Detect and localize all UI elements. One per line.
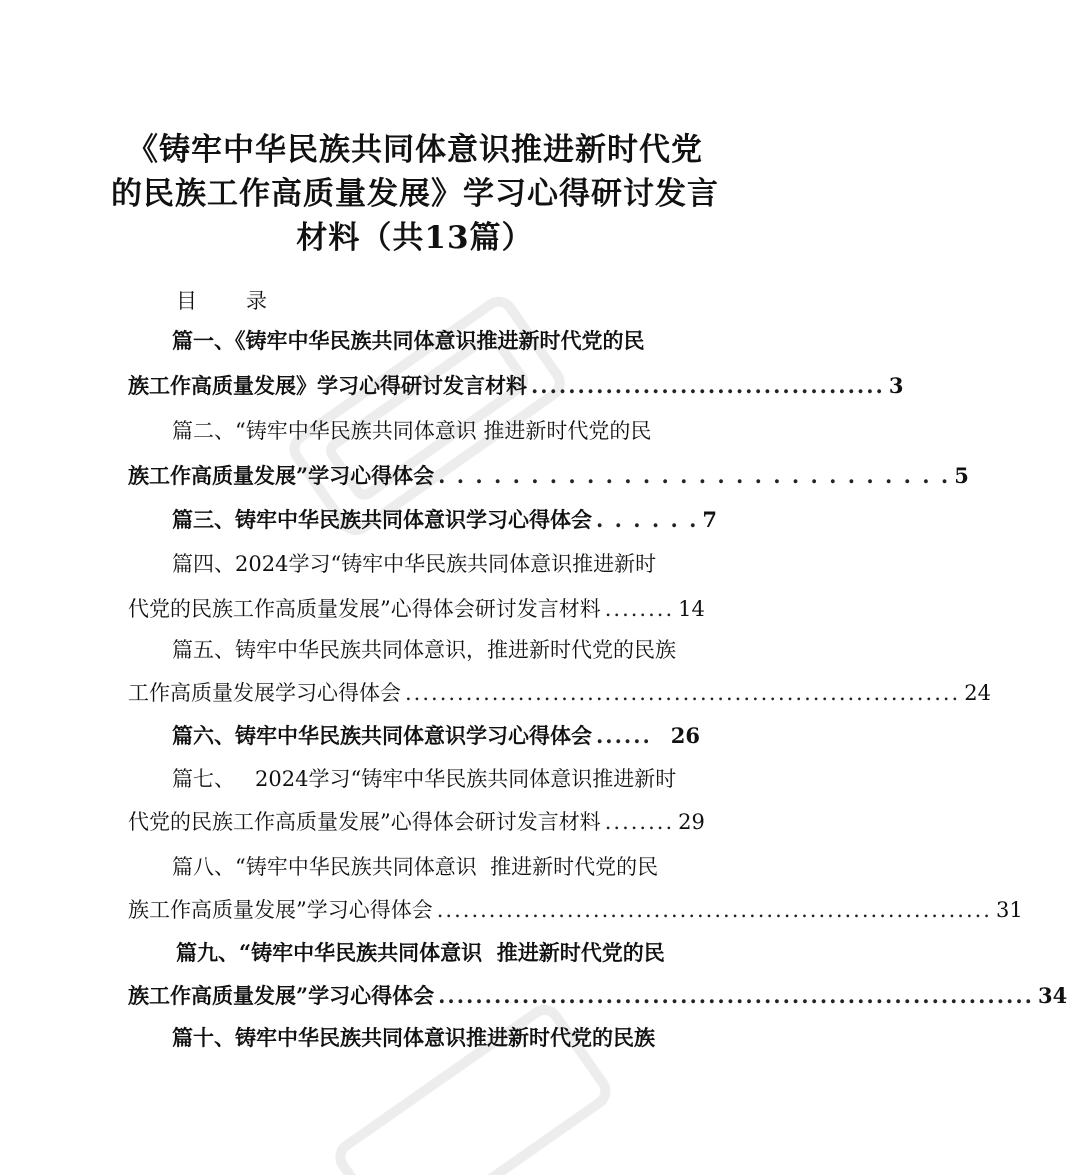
toc-entry-1-line-2[interactable]: [128, 369, 904, 403]
toc-entry-3[interactable]: [172, 503, 718, 537]
toc-entry-2-line-1: 篇二、“铸牢中华民族共同体意识 推进新时代党的民: [172, 419, 652, 443]
document-title: [110, 128, 720, 260]
toc-entry-text: 族工作高质量发展”学习心得体会: [128, 983, 435, 1008]
toc-entry-7-line-1: 篇七、 2024学习“铸牢中华民族共同体意识推进新时: [172, 767, 677, 791]
toc-entry-10-line-1: 篇十、铸牢中华民族共同体意识推进新时代党的民族: [172, 1025, 655, 1050]
page-number: 29: [678, 810, 705, 834]
toc-entry-9-line-2[interactable]: [128, 979, 1067, 1013]
dot-leader: ........: [604, 597, 675, 621]
toc-entry-4-line-1: 篇四、2024学习“铸牢中华民族共同体意识推进新时: [172, 552, 657, 576]
toc-entry-text: 代党的民族工作高质量发展”心得体会研讨发言材料: [128, 810, 601, 834]
toc-entry-6[interactable]: [172, 719, 700, 753]
page-number: 7: [702, 507, 718, 532]
page-number: 24: [964, 681, 991, 705]
toc-entry-4-line-2[interactable]: [128, 592, 705, 626]
page-number: 5: [954, 463, 969, 488]
toc-entry-8-line-1: 篇八、“铸牢中华民族共同体意识 推进新时代党的民: [172, 855, 659, 879]
toc-entry-1-line-1: 篇一、《铸牢中华民族共同体意识推进新时代党的民: [172, 328, 645, 353]
dot-leader: ................................................................: [405, 681, 961, 705]
page-number: 31: [995, 898, 1023, 922]
dot-leader: ................................................................: [436, 898, 992, 922]
page-number: 26: [670, 723, 700, 748]
title-line-3: 材料（共13篇）: [296, 220, 534, 256]
toc-entry-text: 族工作高质量发展”学习心得体会: [128, 898, 433, 922]
toc-heading: 目 录: [176, 289, 281, 313]
title-line-1: 《铸牢中华民族共同体意识推进新时代党: [127, 132, 703, 168]
toc-entry-5-line-1: 篇五、铸牢中华民族共同体意识，推进新时代党的民族: [172, 638, 676, 662]
toc-entry-text: 代党的民族工作高质量发展”心得体会研讨发言材料: [128, 597, 601, 621]
dot-leader: ........: [604, 810, 675, 834]
title-line-2: 的民族工作高质量发展》学习心得研讨发言: [111, 176, 719, 212]
toc-entry-7-line-2[interactable]: [128, 805, 705, 839]
dot-leader: ................................................................: [438, 983, 1034, 1008]
page-number: 3: [888, 373, 904, 398]
toc-entry-text: 工作高质量发展学习心得体会: [128, 681, 401, 705]
dot-leader: ......: [596, 723, 652, 748]
dot-leader: ......................................: [531, 373, 885, 398]
toc-entry-2-line-2[interactable]: [128, 459, 969, 493]
dot-leader: . . . . . .: [596, 507, 699, 532]
dot-leader: . . . . . . . . . . . . . . . . . . . . . . . . . . . .: [438, 463, 951, 488]
toc-entry-text: 篇六、铸牢中华民族共同体意识学习心得体会: [172, 723, 592, 748]
page-number: 34: [1037, 983, 1067, 1008]
toc-entry-text: 族工作高质量发展》学习心得研讨发言材料: [128, 373, 527, 398]
toc-entry-8-line-2[interactable]: [128, 893, 1023, 927]
toc-entry-5-line-2[interactable]: [128, 676, 991, 710]
toc-entry-text: 篇三、铸牢中华民族共同体意识学习心得体会: [172, 507, 592, 532]
toc-entry-text: 族工作高质量发展”学习心得体会: [128, 463, 435, 488]
toc-entry-9-line-1: 篇九、“铸牢中华民族共同体意识 推进新时代党的民: [176, 940, 665, 965]
page-number: 14: [678, 597, 705, 621]
